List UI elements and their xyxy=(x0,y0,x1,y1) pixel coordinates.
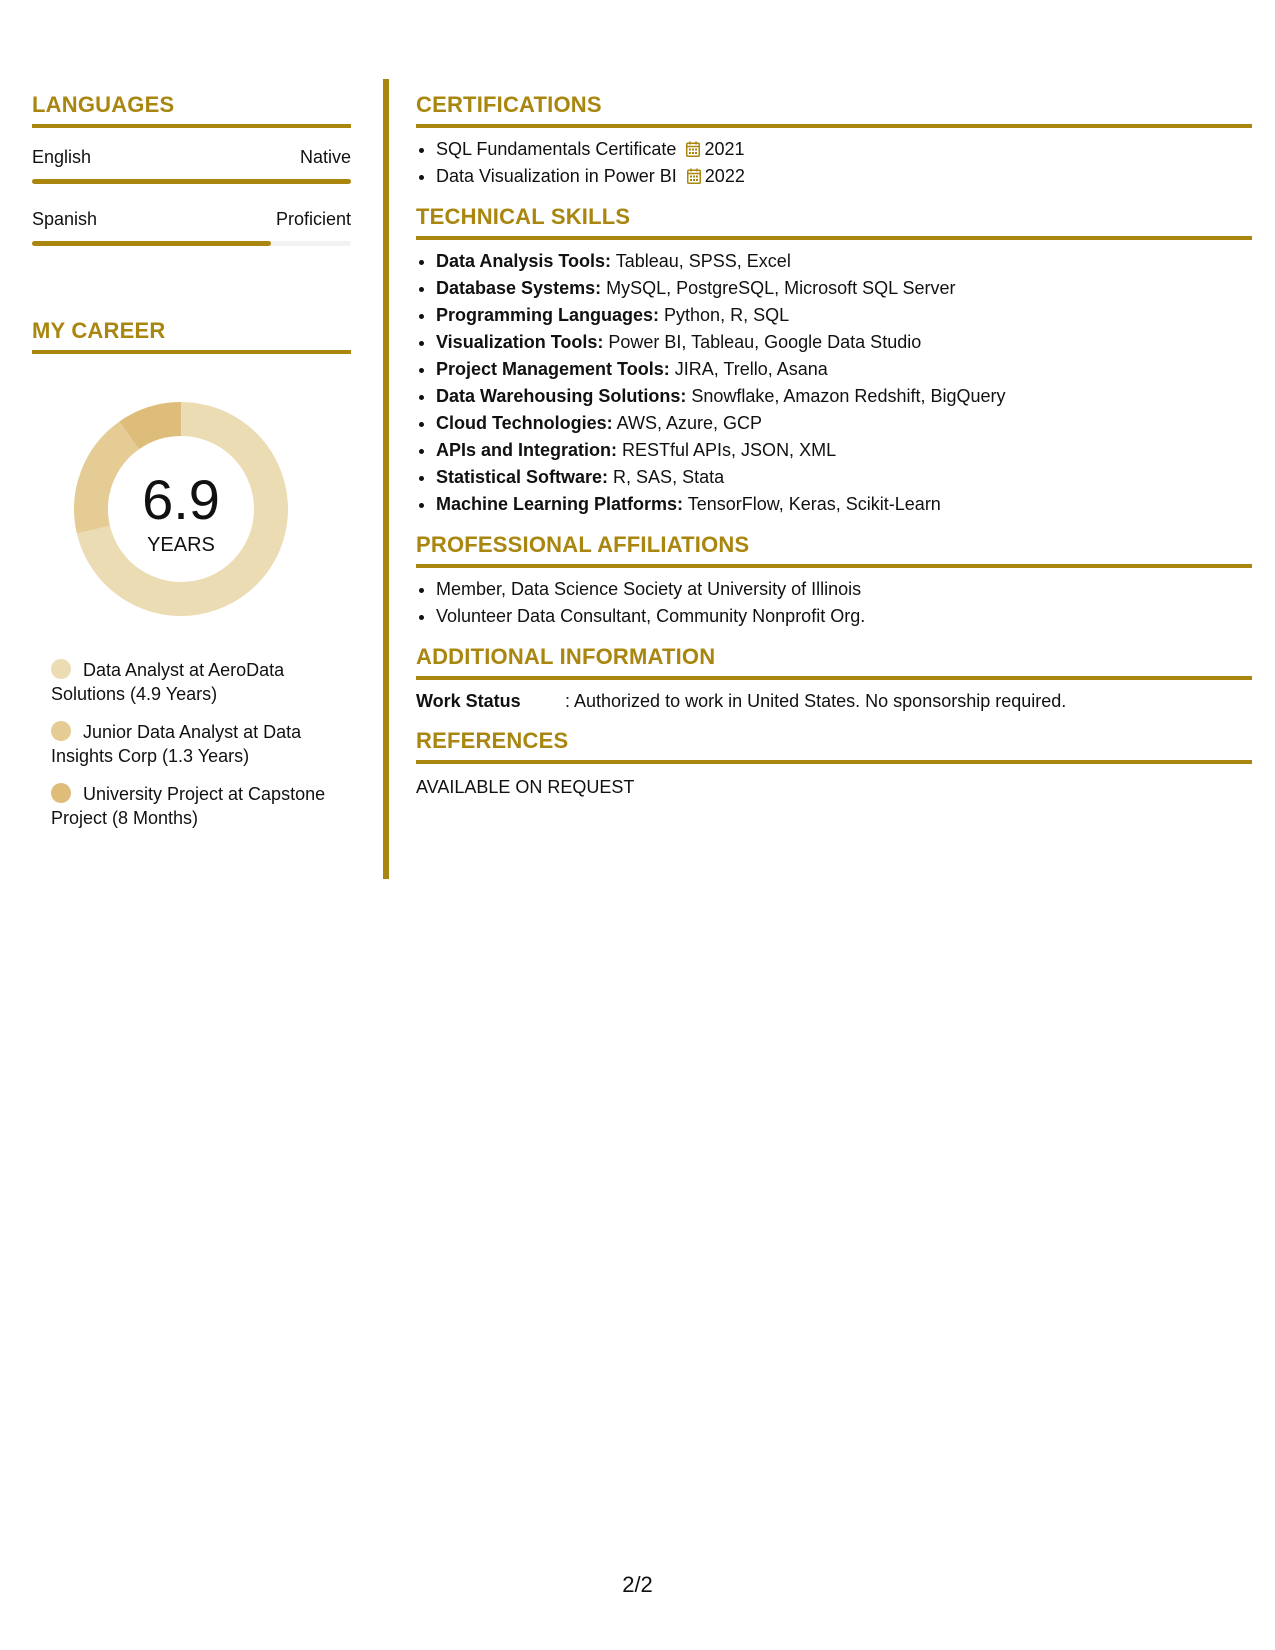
skill-label: APIs and Integration: xyxy=(436,440,618,460)
language-proficiency-bar xyxy=(32,179,351,184)
skill-label: Database Systems: xyxy=(436,278,602,298)
skill-value: Snowflake, Amazon Redshift, BigQuery xyxy=(686,386,1006,406)
work-status-row xyxy=(416,688,1252,714)
career-legend-item xyxy=(51,782,351,830)
language-proficiency-fill xyxy=(32,241,271,246)
technical-skills-title: TECHNICAL SKILLS xyxy=(416,204,1252,240)
skill-label: Machine Learning Platforms: xyxy=(436,494,684,514)
language-item-spanish xyxy=(32,208,351,246)
language-item-english xyxy=(32,146,351,184)
career-legend-label: Data Analyst at AeroData Solutions (4.9 Years) xyxy=(51,660,285,704)
right-column xyxy=(416,92,1252,814)
career-total-unit: YEARS xyxy=(147,534,215,556)
references-section xyxy=(416,728,1252,800)
certification-name: Data Visualization in Power BI xyxy=(436,166,677,186)
certifications-title: CERTIFICATIONS xyxy=(416,92,1252,128)
skill-item xyxy=(436,437,1252,464)
languages-title: LANGUAGES xyxy=(32,92,351,128)
certification-name: SQL Fundamentals Certificate xyxy=(436,139,677,159)
language-name: Spanish xyxy=(32,209,98,229)
skill-label: Programming Languages: xyxy=(436,305,660,325)
page-number: 2/2 xyxy=(622,1572,653,1597)
technical-skills-list xyxy=(416,248,1252,518)
certification-item xyxy=(436,136,1252,163)
career-donut-chart xyxy=(66,394,296,624)
skill-value: TensorFlow, Keras, Scikit-Learn xyxy=(683,494,941,514)
skill-label: Visualization Tools: xyxy=(436,332,604,352)
skill-item xyxy=(436,383,1252,410)
legend-dot-icon xyxy=(51,783,71,803)
calendar-icon xyxy=(687,168,701,184)
skill-value: Power BI, Tableau, Google Data Studio xyxy=(603,332,922,352)
language-proficiency-bar xyxy=(32,241,351,246)
skill-value: Tableau, SPSS, Excel xyxy=(611,251,791,271)
career-legend xyxy=(32,658,351,830)
skill-label: Statistical Software: xyxy=(436,467,609,487)
certification-year: 2021 xyxy=(704,139,745,159)
technical-skills-section xyxy=(416,204,1252,518)
language-level: Proficient xyxy=(275,209,351,229)
legend-dot-icon xyxy=(51,721,71,741)
skill-label: Project Management Tools: xyxy=(436,359,670,379)
skill-value: AWS, Azure, GCP xyxy=(612,413,763,433)
career-legend-item xyxy=(51,720,351,768)
skill-item xyxy=(436,329,1252,356)
skill-item xyxy=(436,464,1252,491)
skill-value: JIRA, Trello, Asana xyxy=(669,359,828,379)
column-divider xyxy=(383,79,389,879)
skill-label: Data Warehousing Solutions: xyxy=(436,386,687,406)
language-proficiency-fill xyxy=(32,179,351,184)
additional-info-section xyxy=(416,644,1252,714)
skill-value: Python, R, SQL xyxy=(659,305,790,325)
certifications-section xyxy=(416,92,1252,190)
skill-item xyxy=(436,491,1252,518)
certification-item xyxy=(436,163,1252,190)
additional-info-title: ADDITIONAL INFORMATION xyxy=(416,644,1252,680)
references-text: AVAILABLE ON REQUEST xyxy=(416,777,635,797)
affiliation-item: • Member, Data Science Society at University of Illinois xyxy=(436,576,1252,603)
calendar-icon xyxy=(686,141,700,157)
legend-dot-icon xyxy=(51,659,71,679)
references-title: REFERENCES xyxy=(416,728,1252,764)
skill-item xyxy=(436,410,1252,437)
certifications-list xyxy=(416,136,1252,190)
left-column xyxy=(32,92,351,844)
affiliation-item: • Volunteer Data Consultant, Community Nonprofit Org. xyxy=(436,603,1252,630)
affiliations-list xyxy=(416,576,1252,630)
career-total-value: 6.9 xyxy=(142,468,220,531)
language-name: English xyxy=(32,147,92,167)
skill-item xyxy=(436,275,1252,302)
affiliations-title: PROFESSIONAL AFFILIATIONS xyxy=(416,532,1252,568)
skill-value: MySQL, PostgreSQL, Microsoft SQL Server xyxy=(601,278,956,298)
skill-value: R, SAS, Stata xyxy=(608,467,725,487)
skill-item xyxy=(436,302,1252,329)
skill-value: RESTful APIs, JSON, XML xyxy=(617,440,837,460)
career-title: MY CAREER xyxy=(32,318,351,354)
skill-item xyxy=(436,248,1252,275)
career-legend-label: Junior Data Analyst at Data Insights Corp (1.3 Years) xyxy=(51,722,302,766)
language-level: Native xyxy=(299,147,351,167)
skill-label: Data Analysis Tools: xyxy=(436,251,612,271)
work-status-value: : Authorized to work in United States. No sponsorship required. xyxy=(565,691,1067,711)
work-status-label: Work Status xyxy=(416,691,521,711)
skill-label: Cloud Technologies: xyxy=(436,413,613,433)
career-legend-label: University Project at Capstone Project (8 Months) xyxy=(51,784,326,828)
certification-year: 2022 xyxy=(704,166,745,186)
affiliations-section xyxy=(416,532,1252,630)
skill-item xyxy=(436,356,1252,383)
career-legend-item xyxy=(51,658,351,706)
